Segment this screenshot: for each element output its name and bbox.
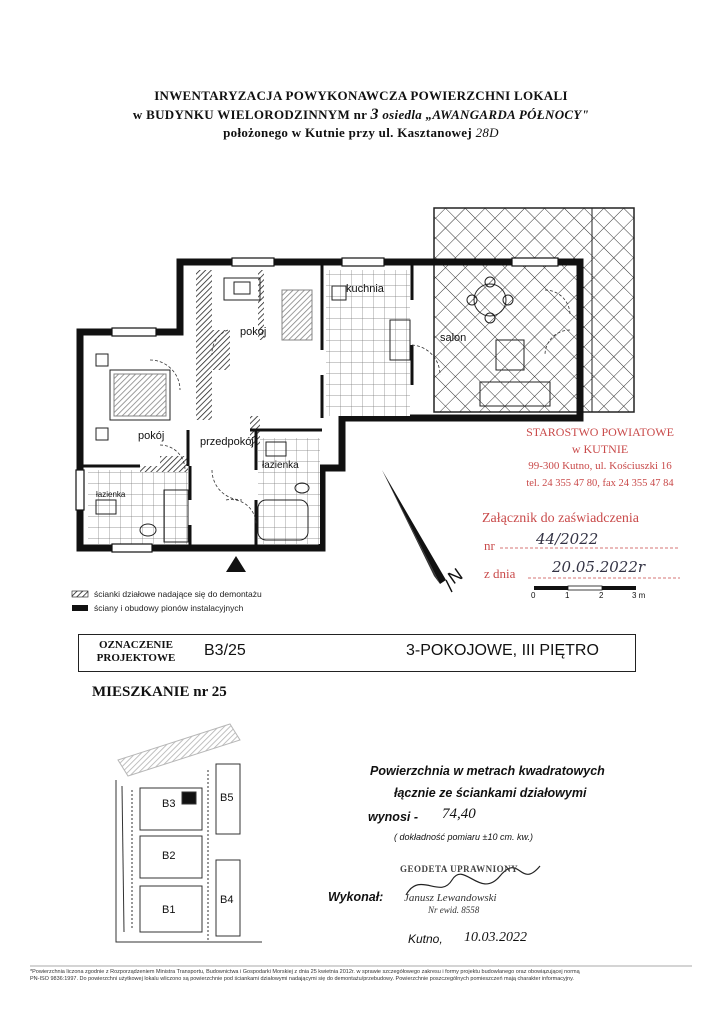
small-bathroom-floor — [88, 470, 188, 544]
designation-label — [86, 639, 186, 665]
label-pokoj-top: pokój — [240, 326, 267, 338]
scale-tick-3: 3 m — [632, 591, 646, 600]
header-line1: INWENTARYZACJA POWYKONAWCZA POWIERZCHNI LOKALI — [154, 88, 568, 103]
surveyor-reg: Nr ewid. 8558 — [428, 905, 480, 915]
area-line1: Powierzchnia w metrach kwadratowych — [370, 764, 605, 778]
label-kuchnia: kuchnia — [346, 283, 384, 295]
footnote-line2: PN-ISO 9836:1997. Do powierzchni użytkowej lokalu wliczono są powierzchnie pod ściankami działowymi nadającymi się do demontażu/przebudowy. Powierzchnie poszczególnych pomieszczeń mają charakter informacyjny. — [30, 976, 574, 982]
area-label: wynosi - — [368, 810, 419, 824]
office-stamp-line1: STAROSTWO POWIATOWE — [526, 425, 674, 439]
scale-tick-2: 2 — [599, 591, 604, 600]
attachment-nr-label: nr — [484, 538, 495, 553]
north-arrow — [382, 470, 452, 592]
north-label: N — [444, 564, 467, 589]
legend-installation: ściany i obudowy pionów instalacyjnych — [94, 603, 244, 613]
site-b5: B5 — [220, 792, 234, 804]
header-line2-a: w BUDYNKU WIELORODZINNYM nr — [132, 107, 367, 122]
label-lazienka-small: łazienka — [96, 490, 126, 499]
apartment-title: MIESZKANIE nr 25 — [92, 684, 227, 700]
header-line2-b: osiedla — [382, 107, 423, 122]
header-line3-text: położonego w Kutnie przy ul. Kasztanowej — [223, 125, 473, 140]
designation-label-1: OZNACZENIE — [99, 639, 173, 651]
scale-tick-1: 1 — [565, 591, 570, 600]
designation-label-2: PROJEKTOWE — [96, 652, 176, 664]
office-stamp-line4: tel. 24 355 47 80, fax 24 355 47 84 — [526, 478, 674, 489]
designation-value: B3/25 — [204, 642, 246, 659]
footnote — [30, 969, 694, 983]
office-stamp-line3: 99-300 Kutno, ul. Kościuszki 16 — [528, 460, 672, 472]
place: Kutno, — [408, 932, 443, 946]
site-b4: B4 — [220, 894, 234, 906]
office-stamp-line2: w KUTNIE — [571, 442, 629, 456]
area-line2: łącznie ze ściankami działowymi — [394, 786, 587, 800]
estate-name: „AWANGARDA PÓŁNOCY" — [425, 107, 590, 122]
legend-removable: ścianki działowe nadające się do demontażu — [94, 589, 262, 599]
footnote-line1: *Powierzchnia liczona zgodnie z Rozporządzeniem Ministra Transportu, Budownictwa i Gospodarki Morskiej z dnia 25 kwietnia 2012r. w sprawie szczegółowego zakresu i formy projektu budowlanego oraz obowiązującej normą — [30, 969, 580, 975]
surveyor-name: Janusz Lewandowski — [404, 892, 497, 904]
legend-swatch-installation — [72, 605, 88, 611]
removable-partition — [196, 270, 212, 420]
site-plan — [116, 724, 262, 942]
attachment-nr-value: 44/2022 — [536, 530, 599, 548]
area-note: ( dokładność pomiaru ±10 cm. kw.) — [394, 832, 533, 842]
bathroom-floor — [258, 438, 320, 544]
site-b3: B3 — [162, 798, 176, 810]
wardrobe — [282, 290, 312, 340]
building-number: 3 — [370, 106, 379, 123]
scale-bar — [534, 586, 636, 590]
attachment-date-value: 20.05.2022r — [552, 558, 646, 576]
label-pokoj-left: pokój — [138, 430, 165, 442]
site-b2: B2 — [162, 850, 176, 862]
scale-tick-0: 0 — [531, 591, 536, 600]
surveyor-stamp-title: GEODETA UPRAWNIONY — [400, 864, 519, 874]
terrace — [434, 208, 634, 412]
desk — [224, 278, 260, 300]
label-salon: salon — [440, 332, 467, 344]
label-lazienka: łazienka — [262, 460, 299, 471]
label-przedpokoj: przedpokój — [200, 436, 254, 448]
attachment-date-label: z dnia — [484, 566, 516, 581]
apartment-type: 3-POKOJOWE, III PIĘTRO — [406, 642, 599, 659]
legend-swatch-removable — [72, 591, 88, 597]
street-number: 28D — [475, 125, 499, 140]
surveyor-label: Wykonał: — [328, 890, 384, 904]
entrance-marker — [226, 556, 246, 572]
office-stamp — [500, 424, 700, 492]
date: 10.03.2022 — [464, 930, 527, 945]
site-b1: B1 — [162, 904, 176, 916]
attachment-title: Załącznik do zaświadczenia — [482, 511, 640, 526]
area-value: 74,40 — [442, 806, 476, 822]
